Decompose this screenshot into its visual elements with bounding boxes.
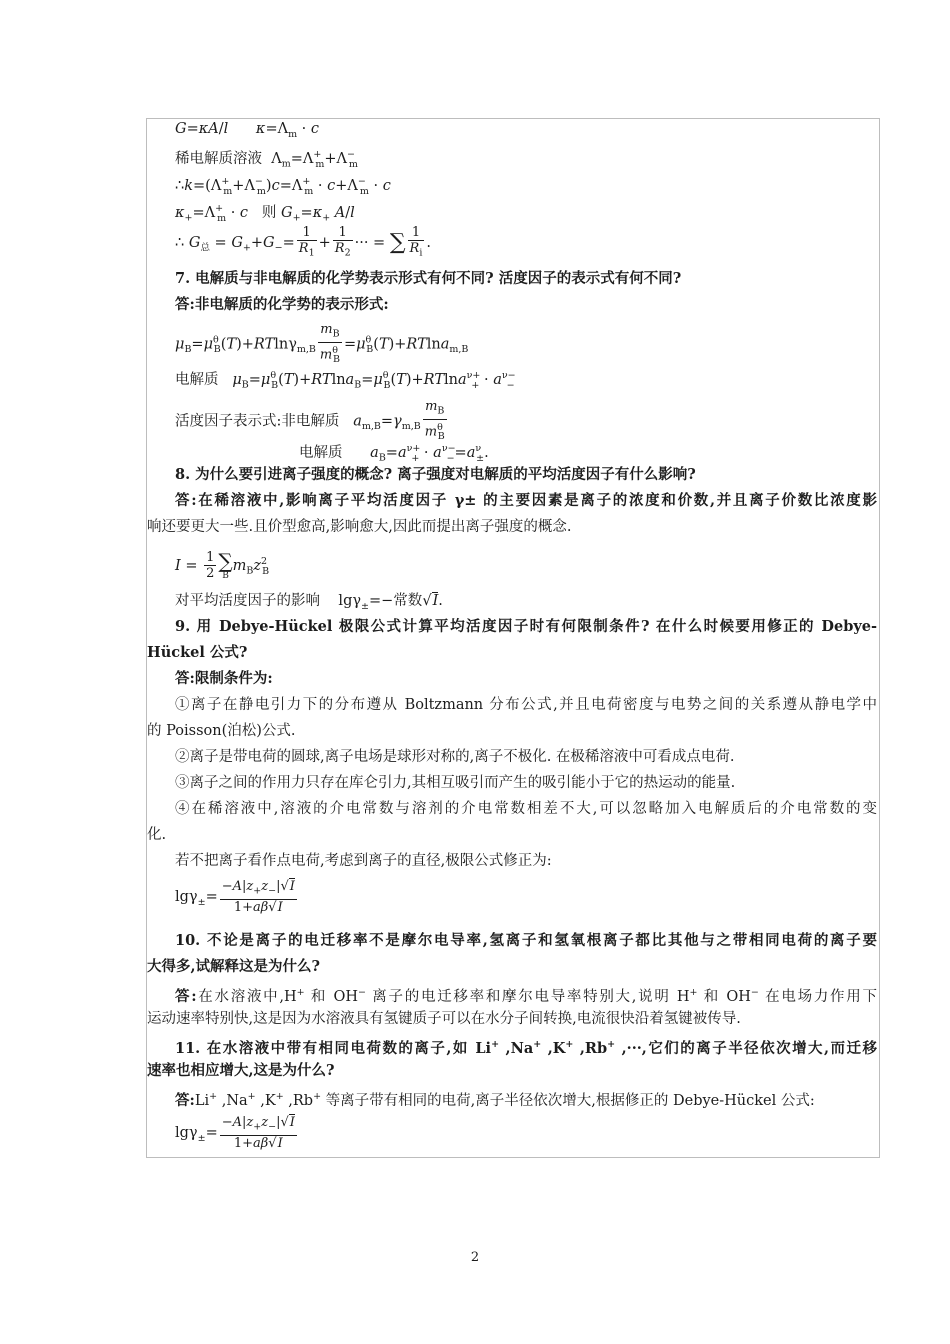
formula-corrected-dh-1: lgγ$_\pm$= $\frac{-A|z_+z_-|√I}{1+a\beta√I}$ (175, 879, 295, 915)
ionic-strength-effect: 对平均活度因子的影响 lgγ$_\pm$=−常数√I. (175, 593, 443, 612)
formula-conductance: G=κA/l $\kappa=\Lambda_m \cdot c$ (175, 121, 320, 140)
answer-7-intro: 答:非电解质的化学势的表示形式: (175, 296, 389, 313)
answer-8-line2: 响还要更大一些.且价型愈高,影响愈大,因此而提出离子强度的概念. (147, 519, 572, 535)
formula-k: $\therefore k=(\Lambda^+_m+\Lambda^-_m)c=\Lambda^+_m \cdot c+\Lambda^-_m \cdot c$ (175, 176, 391, 197)
question-11-line2: 速率也相应增大,这是为什么? (147, 1062, 335, 1079)
activity-factor-nonelectrolyte: 活度因子表示式:非电解质 $a_{m,B}=\gamma_{m,B}$ $\frac{m_B}{m^\theta_B}$ (175, 399, 445, 442)
formula-mu-electrolyte: 电解质 $\mu_B=\mu^\theta_B(T)+RTlna_B=\mu^\theta_B(T)+RTlna^{\nu+}_+ \cdot a^{\nu-}_-$ (175, 370, 516, 391)
page-number: 2 (470, 1250, 480, 1265)
answer-11-line1: 答:Li+ ,Na+ ,K+ ,Rb+ 等离子带有相同的电荷,离子半径依次增大,根据修正的 Debye-Hückel 公式: (175, 1091, 815, 1109)
condition-4-line2: 化. (147, 827, 167, 843)
question-11-line1: 11. 在水溶液中带有相同电荷数的离子,如 Li+ ,Na+ ,K+ ,Rb+ ,···,它们的离子半径依次增大,而迁移 (175, 1039, 877, 1057)
question-10-line2: 大得多,试解释这是为什么? (147, 958, 321, 975)
answer-10-line1: 答:在水溶液中,H+ 和 OH− 离子的电迁移率和摩尔电导率特别大,说明 H+ 和 OH− 在电场力作用下 (175, 987, 877, 1005)
condition-1-line2: 的 Poisson(泊松)公式. (147, 723, 296, 739)
question-8: 8. 为什么要引进离子强度的概念? 离子强度对电解质的平均活度因子有什么影响? (175, 466, 696, 483)
question-9-line1: 9. 用 Debye-Hückel 极限公式计算平均活度因子时有何限制条件? 在什么时候要用修正的 Debye- (175, 618, 877, 635)
text-frame (146, 118, 880, 1158)
dilute-solution-line: 稀电解质溶液 $\Lambda_m=\Lambda^+_m+\Lambda^-_m$ (175, 149, 358, 170)
condition-3: ③离子之间的作用力只存在库仑引力,其相互吸引而产生的吸引能小于它的热运动的能量. (175, 775, 736, 791)
formula-g-total: ∴ $G_总 = G_++G_-=$ $\frac{1}{R_1}$ + $\frac{1}{R_2}$ ··· = ∑ $\frac{1}{R_i}$ . (175, 225, 431, 259)
condition-1-line1: ①离子在静电引力下的分布遵从 Boltzmann 分布公式,并且电荷密度与电势之间的关系遵从静电学中 (175, 697, 877, 713)
question-7: 7. 电解质与非电解质的化学势表示形式有何不同? 活度因子的表示式有何不同? (175, 270, 682, 287)
activity-factor-electrolyte: 电解质 $a_B=a^{\nu+}_+ \cdot a^{\nu-}_-=a^\nu_\pm$. (299, 443, 489, 464)
answer-8-line1: 答:在稀溶液中,影响离子平均活度因子 γ± 的主要因素是离子的浓度和价数,并且离子价数比浓度影 (175, 492, 877, 509)
formula-corrected-dh-2: lgγ$_\pm$= $\frac{-A|z_+z_-|√I}{1+a\beta√I}$ (175, 1115, 295, 1151)
corrected-formula-intro: 若不把离子看作点电荷,考虑到离子的直径,极限公式修正为: (175, 853, 552, 869)
answer-9-intro: 答:限制条件为: (175, 670, 273, 687)
question-10-line1: 10. 不论是离子的电迁移率不是摩尔电导率,氢离子和氢氧根离子都比其他与之带相同电荷的离子要 (175, 932, 877, 949)
answer-10-line2: 运动速率特别快,这是因为水溶液具有氢键质子可以在水分子间转换,电流很快沿着氢键被传导. (147, 1011, 741, 1027)
formula-mu-nonelectrolyte: $\mu_B=\mu^\theta_B(T)+RTln\gamma_{m,B}$ $\frac{m_B}{m^\theta_B}$ $=\mu^\theta_B(T)+RTlna_{m,B}$ (175, 322, 469, 365)
question-9-line2: Hückel 公式? (147, 644, 248, 661)
formula-kappa-plus: $\kappa_+=\Lambda^+_m \cdot c$ 则 $G_+=\kappa_+$ A/l (175, 203, 355, 224)
condition-2: ②离子是带电荷的圆球,离子电场是球形对称的,离子不极化. 在极稀溶液中可看成点电荷. (175, 749, 735, 765)
formula-ionic-strength: I = $\frac{1}{2}$ ∑ B $m_Bz^2_B$ (175, 548, 270, 582)
condition-4-line1: ④在稀溶液中,溶液的介电常数与溶剂的介电常数相差不大,可以忽略加入电解质后的介电常数的变 (175, 801, 877, 817)
